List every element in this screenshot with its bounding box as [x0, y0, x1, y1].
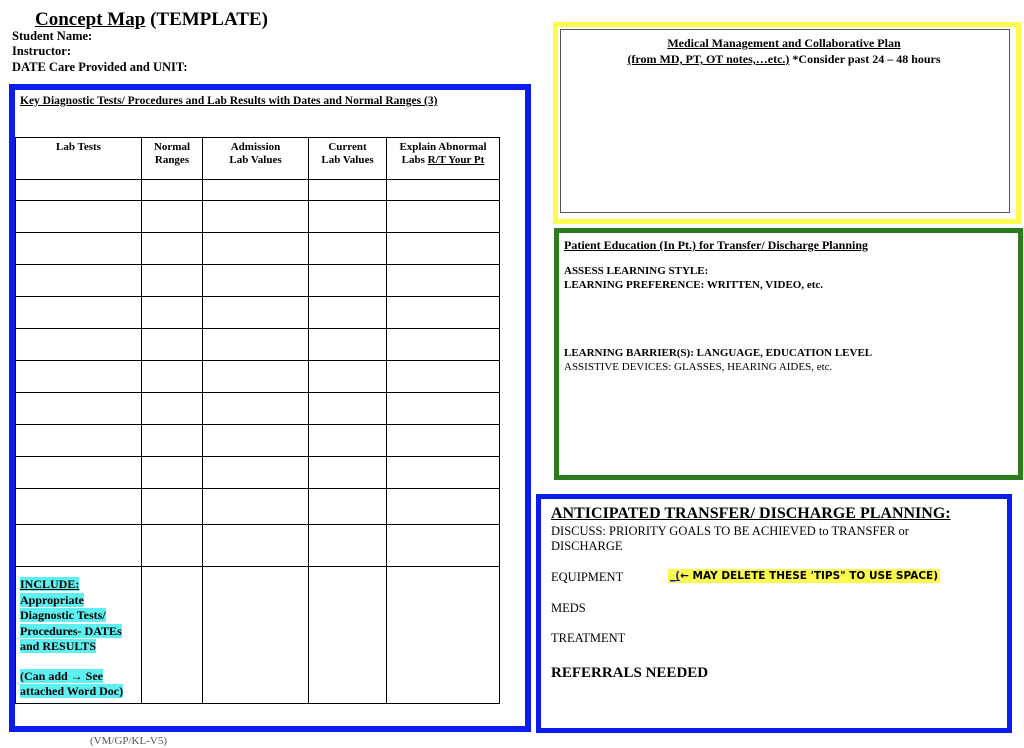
medical-notes-source: (from MD, PT, OT notes,…etc.): [627, 52, 790, 66]
learning-barrier: LEARNING BARRIER(S): LANGUAGE, EDUCATION LEVEL: [564, 347, 873, 359]
table-row[interactable]: [16, 329, 500, 361]
include-line: Procedures- DATEs: [20, 623, 122, 638]
table-row[interactable]: [16, 525, 500, 567]
title-main: Concept Map: [35, 9, 146, 30]
page-title: [35, 9, 268, 31]
include-note: attached Word Doc): [20, 684, 124, 698]
table-row[interactable]: [16, 567, 500, 704]
table-row[interactable]: [16, 265, 500, 297]
table-row[interactable]: [16, 201, 500, 233]
learning-preference: LEARNING PREFERENCE: WRITTEN, VIDEO, etc.: [564, 279, 824, 291]
assistive-devices: ASSISTIVE DEVICES: GLASSES, HEARING AIDES, etc.: [564, 361, 833, 373]
include-line: Appropriate: [20, 592, 84, 607]
include-note: (Can add → See: [20, 668, 104, 683]
discuss-goals-cont: DISCHARGE: [551, 539, 623, 553]
include-line: Diagnostic Tests/: [20, 608, 106, 622]
table-row[interactable]: [16, 489, 500, 525]
transfer-discharge-title: ANTICIPATED TRANSFER/ DISCHARGE PLANNING:: [551, 505, 951, 522]
column-header-lab-tests: Lab Tests: [16, 138, 142, 180]
discuss-goals: DISCUSS: PRIORITY GOALS TO BE ACHIEVED to TRANSFER or: [551, 524, 909, 538]
lab-results-table: [15, 137, 500, 704]
include-line: and RESULTS: [20, 639, 96, 653]
student-name-label: Student Name:: [12, 29, 93, 43]
patient-education-title: Patient Education (In Pt.) for Transfer/ Discharge Planning: [564, 238, 868, 252]
equipment-label: EQUIPMENT: [551, 570, 624, 584]
lab-section-heading: Key Diagnostic Tests/ Procedures and Lab Results with Dates and Normal Ranges (3): [20, 95, 438, 107]
table-row[interactable]: [16, 361, 500, 393]
treatment-label: TREATMENT: [551, 631, 626, 645]
table-row[interactable]: [16, 180, 500, 201]
table-row[interactable]: [16, 425, 500, 457]
assess-learning-style: ASSESS LEARNING STYLE:: [564, 265, 709, 277]
include-tips-cell: [16, 567, 142, 704]
medical-management-title: Medical Management and Collaborative Plan (from MD, PT, OT notes,…etc.) *Consider past 24 – 48 hours: [627, 36, 941, 66]
footer-version: (VM/GP/KL-V5): [90, 735, 167, 747]
column-header-current: Current Lab Values: [309, 138, 387, 180]
referrals-needed-label: REFERRALS NEEDED: [551, 665, 709, 681]
title-suffix: (TEMPLATE): [145, 9, 268, 30]
table-row[interactable]: [16, 393, 500, 425]
table-row[interactable]: [16, 297, 500, 329]
table-header-row: [16, 138, 500, 180]
column-header-explain-abnormal: Explain Abnormal Labs R/T Your Pt: [387, 138, 500, 180]
column-header-normal-ranges: Normal Ranges: [142, 138, 203, 180]
delete-tips-note: _(← MAY DELETE THESE 'TIPS" TO USE SPACE): [670, 570, 939, 582]
instructor-label: Instructor:: [12, 44, 72, 58]
meds-label: MEDS: [551, 601, 586, 615]
table-row[interactable]: [16, 457, 500, 489]
date-unit-label: DATE Care Provided and UNIT:: [12, 60, 188, 74]
table-row[interactable]: [16, 233, 500, 265]
include-title: INCLUDE:: [20, 577, 80, 591]
column-header-admission: Admission Lab Values: [203, 138, 309, 180]
